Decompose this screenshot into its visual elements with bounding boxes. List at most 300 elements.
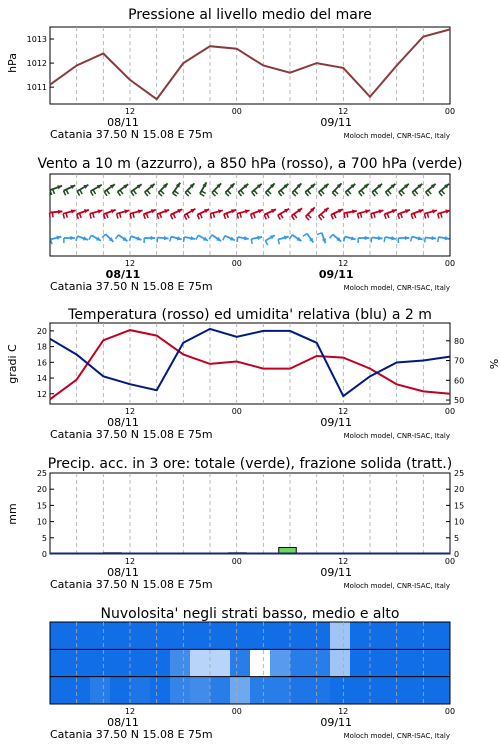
wind-arrow-850 [411, 209, 423, 219]
wind-arrow-10m [102, 234, 113, 242]
wind-arrow-barb [334, 190, 338, 194]
wind-arrow-barb [196, 235, 199, 239]
wind-arrow-10m [64, 236, 75, 243]
wind-arrow-10m [317, 233, 326, 243]
wind-arrow-barb [305, 192, 308, 196]
wind-arrow-barb [240, 213, 241, 218]
humidity-ytick-label: 50 [454, 396, 465, 406]
wind-arrow-barb [251, 214, 253, 219]
wind-arrow-barb [294, 214, 297, 218]
pressure-time-tick: 00 [444, 107, 456, 116]
wind-arrow-barb [306, 217, 310, 221]
precip-time-tick: 00 [231, 557, 242, 566]
clouds-time-tick: 12 [124, 707, 136, 716]
temp-credit: Moloch model, CNR-ISAC, Italy [343, 432, 450, 440]
wind-time-tick: 12 [338, 259, 349, 268]
wind-panel [37, 156, 462, 256]
wind-arrow-700 [212, 183, 221, 196]
wind-arrow-barb [319, 192, 322, 196]
pressure-time-tick: 00 [231, 107, 242, 116]
wind-arrow-850 [50, 210, 63, 218]
wind-arrow-barb [372, 192, 375, 196]
wind-arrow-barb [334, 213, 336, 218]
wind-arrow-barb [173, 193, 177, 196]
wind-arrow-700 [173, 183, 180, 197]
wind-arrow-barb [91, 191, 94, 195]
wind-arrow-barb [265, 241, 268, 245]
cloud-cell-medio [50, 649, 70, 677]
wind-location: Catania 37.50 N 15.08 E 75m [50, 280, 213, 293]
wind-arrow-barb [200, 194, 204, 197]
cloud-cell-alto [330, 622, 350, 650]
wind-arrow-700 [158, 183, 167, 196]
wind-arrow-barb [79, 213, 81, 218]
pressure-ytick-label: 1013 [26, 35, 47, 45]
wind-arrow-barb [424, 214, 425, 219]
temp-ytick-label: 20 [36, 326, 47, 336]
wind-arrow-barb [281, 190, 284, 194]
cloud-cell-alto [250, 622, 270, 650]
wind-arrow-head [392, 209, 397, 213]
wind-arrow-barb [214, 190, 218, 194]
wind-arrow-barb [348, 190, 351, 194]
clouds-time-tick: 00 [444, 707, 456, 716]
temp-frame [50, 323, 450, 404]
wind-arrow-head [431, 236, 436, 240]
wind-arrow-barb [187, 214, 190, 218]
wind-arrow-head [70, 236, 75, 240]
pressure-date-2: 09/11 [320, 116, 353, 129]
wind-arrow-10m [89, 235, 101, 241]
cloud-cell-medio [110, 649, 130, 677]
humidity-ytick-label: 80 [454, 336, 465, 346]
wind-arrow-barb [184, 215, 187, 219]
wind-arrow-10m [289, 235, 301, 241]
wind-arrow-850 [331, 209, 343, 219]
wind-arrow-850 [371, 209, 384, 218]
wind-arrow-barb [212, 193, 216, 197]
cloud-cell-alto [310, 622, 330, 650]
wind-arrow-barb [116, 235, 119, 239]
wind-arrow-barb [411, 237, 412, 242]
wind-arrow-head [231, 209, 236, 213]
wind-arrow-850 [357, 209, 370, 218]
cloud-cell-medio [370, 649, 390, 677]
pressure-location: Catania 37.50 N 15.08 E 75m [50, 128, 213, 141]
cloud-cell-medio [70, 649, 90, 677]
wind-arrow-barb [344, 213, 345, 218]
cloud-cell-alto [130, 622, 150, 650]
wind-arrow-barb [308, 214, 312, 218]
wind-arrow-barb [345, 192, 348, 196]
wind-time-tick: 12 [124, 259, 136, 268]
wind-arrow-barb [331, 215, 333, 220]
wind-arrow-barb [321, 190, 324, 194]
cloud-cell-basso [330, 677, 350, 705]
wind-arrow-barb [77, 191, 80, 195]
wind-arrow-barb [292, 193, 296, 197]
wind-arrow-barb [158, 193, 162, 197]
wind-arrow-barb [267, 213, 269, 218]
wind-arrow-700 [278, 184, 288, 196]
wind-frame [50, 174, 450, 256]
clouds-title: Nuvolosita' negli strati basso, medio e alto [100, 606, 400, 622]
temp-date-1: 08/11 [107, 416, 139, 429]
clouds-time-tick: 00 [231, 707, 242, 716]
wind-arrow-850 [103, 209, 115, 219]
wind-arrow-10m [411, 236, 423, 241]
wind-arrow-barb [414, 213, 416, 218]
cloud-cell-basso [110, 677, 130, 705]
wind-arrow-barb [332, 193, 336, 197]
wind-arrow-head [136, 236, 141, 240]
wind-arrow-700 [77, 185, 88, 196]
wind-arrow-850 [306, 207, 315, 220]
precip-ytick-label-right: 0 [454, 550, 460, 559]
wind-arrow-barb [415, 190, 418, 194]
precipitation-panel [6, 456, 464, 559]
cloud-cell-basso [230, 677, 250, 705]
wind-arrow-barb [102, 234, 106, 238]
cloud-cell-basso [250, 677, 270, 705]
wind-arrow-850 [171, 209, 183, 219]
precip-time-tick: 12 [338, 557, 349, 566]
wind-arrow-850 [344, 210, 357, 219]
wind-arrow-850 [63, 209, 76, 218]
wind-arrow-barb [76, 236, 78, 241]
temp-title: Temperatura (rosso) ed umidita' relativa (blu) a 2 m [68, 307, 432, 323]
wind-time-tick: 00 [231, 259, 242, 268]
wind-arrow-barb [292, 216, 295, 220]
temp-ytick-label: 14 [36, 374, 47, 384]
cloud-cell-basso [290, 677, 310, 705]
wind-arrow-head [405, 209, 410, 213]
wind-title: Vento a 10 m (azzurro), a 850 hPa (rosso), a 700 hPa (verde) [37, 156, 463, 172]
pressure-ylabel: hPa [6, 53, 19, 73]
wind-arrow-head [111, 209, 116, 213]
cloud-cell-medio [90, 649, 110, 677]
cloud-cell-alto [230, 622, 250, 650]
wind-arrow-barb [371, 214, 372, 219]
wind-arrow-700 [372, 184, 382, 196]
wind-arrow-700 [63, 185, 75, 195]
wind-arrow-850 [438, 209, 451, 218]
wind-arrow-barb [268, 190, 272, 194]
wind-arrow-barb [317, 233, 322, 235]
wind-arrow-700 [359, 184, 369, 196]
cloud-cell-alto [210, 622, 230, 650]
wind-arrow-head [83, 236, 88, 240]
precip-ytick-label: 25 [36, 469, 47, 478]
wind-arrow-10m [170, 236, 182, 241]
cloud-cell-medio [190, 649, 210, 677]
cloud-cell-basso [170, 677, 190, 705]
wind-arrow-850 [251, 209, 263, 219]
wind-arrow-barb [321, 214, 324, 218]
wind-arrow-barb [278, 239, 279, 244]
wind-arrow-barb [106, 213, 108, 218]
wind-arrow-barb [330, 234, 333, 238]
temp-ytick-label: 16 [36, 358, 47, 368]
wind-arrow-barb [308, 190, 311, 194]
wind-arrow-barb [387, 213, 389, 218]
clouds-credit: Moloch model, CNR-ISAC, Italy [343, 732, 450, 740]
wind-arrow-barb [252, 192, 255, 196]
wind-arrow-head [258, 209, 263, 213]
wind-arrow-head [378, 236, 383, 240]
wind-arrow-barb [319, 216, 322, 220]
precip-time-tick: 12 [124, 557, 136, 566]
umidita-line [50, 329, 450, 396]
wind-arrow-barb [107, 190, 110, 194]
wind-arrow-barb [357, 214, 358, 219]
temp-ylabel: gradi C [6, 344, 19, 384]
wind-arrow-850 [424, 209, 437, 218]
wind-arrow-barb [209, 235, 212, 239]
wind-arrow-850 [384, 209, 396, 219]
humidity-ytick-label: 70 [454, 356, 465, 366]
wind-arrow-10m [251, 236, 262, 244]
temp-date-2: 09/11 [320, 416, 353, 429]
cloud-cell-basso [130, 677, 150, 705]
wind-arrow-850 [90, 209, 103, 218]
wind-arrow-barb [241, 190, 244, 194]
cloud-cell-basso [90, 677, 110, 705]
cloud-cell-basso [410, 677, 430, 705]
cloud-cell-medio [210, 649, 230, 677]
wind-arrow-10m [358, 236, 369, 243]
wind-arrow-10m [371, 236, 382, 243]
wind-arrow-700 [292, 183, 301, 196]
wind-arrow-700 [439, 184, 449, 196]
wind-arrow-10m [157, 236, 168, 243]
wind-arrow-10m [116, 235, 128, 241]
wind-arrow-700 [118, 184, 129, 196]
wind-arrow-barb [399, 192, 402, 196]
wind-arrow-barb [160, 213, 162, 218]
wind-arrow-barb [144, 214, 146, 219]
wind-arrow-barb [89, 235, 92, 239]
precip-ytick-label: 10 [36, 517, 47, 527]
wind-arrow-barb [129, 236, 131, 241]
cloud-cell-medio [230, 649, 250, 677]
precip-ytick-label: 0 [41, 550, 47, 559]
temp-time-tick: 12 [124, 407, 136, 416]
wind-arrow-10m [438, 236, 450, 242]
wind-arrow-barb [63, 214, 64, 219]
wind-arrow-700 [131, 184, 142, 196]
wind-arrow-barb [131, 192, 134, 196]
temp-ytick-label: 18 [36, 342, 47, 352]
wind-arrow-700 [238, 184, 248, 196]
cloud-cell-alto [390, 622, 410, 650]
wind-arrow-10m [223, 236, 235, 241]
cloud-cell-basso [270, 677, 290, 705]
pressure-frame [50, 27, 450, 104]
pressure-time-tick: 12 [124, 107, 136, 116]
wind-arrow-barb [53, 189, 55, 194]
wind-arrow-barb [147, 190, 150, 194]
wind-arrow-barb [412, 192, 415, 196]
wind-arrow-barb [401, 213, 403, 218]
precip-ytick-label: 15 [36, 501, 47, 511]
clouds-date-2: 09/11 [320, 716, 353, 729]
wind-arrow-850 [237, 209, 250, 218]
wind-arrow-850 [264, 209, 276, 219]
cloud-cell-medio [350, 649, 370, 677]
temperature-humidity-panel [6, 307, 500, 405]
wind-arrow-10m [398, 236, 409, 243]
precip-ytick-label: 5 [41, 533, 47, 543]
cloud-cell-alto [350, 622, 370, 650]
cloud-cell-basso [370, 677, 390, 705]
wind-arrow-700 [426, 184, 436, 196]
wind-arrow-700 [412, 184, 422, 196]
cloud-cell-medio [150, 649, 170, 677]
wind-arrow-barb [278, 215, 281, 219]
cloud-cell-basso [430, 677, 450, 705]
wind-arrow-head [58, 210, 63, 214]
wind-arrow-barb [374, 190, 377, 194]
wind-arrow-barb [384, 237, 385, 242]
precip-frame [50, 473, 450, 554]
wind-arrow-barb [213, 213, 214, 218]
cloud-cell-alto [90, 622, 110, 650]
wind-arrow-700 [185, 183, 194, 196]
precip-ytick-label-right: 20 [454, 485, 465, 495]
cloud-cell-medio [170, 649, 190, 677]
wind-arrow-barb [253, 213, 255, 218]
precip-time-tick: 00 [444, 557, 456, 566]
wind-arrow-850 [117, 209, 130, 218]
cloud-cell-basso [190, 677, 210, 705]
wind-arrow-700 [145, 184, 155, 196]
wind-arrow-10m [344, 236, 356, 241]
wind-arrow-10m [184, 236, 196, 242]
wind-arrow-barb [210, 214, 211, 219]
wind-arrow-barb [66, 213, 67, 218]
precip-credit: Moloch model, CNR-ISAC, Italy [343, 582, 450, 590]
wind-arrow-barb [384, 214, 386, 219]
precip-title: Precip. acc. in 3 ore: totale (verde), frazione solida (tratt.) [47, 456, 453, 472]
wind-arrow-10m [209, 235, 221, 241]
wind-arrow-barb [157, 214, 159, 219]
wind-arrow-barb [398, 214, 400, 219]
wind-arrow-barb [104, 192, 107, 196]
wind-arrow-barb [120, 190, 123, 194]
cloud-cell-medio [270, 649, 290, 677]
wind-arrow-10m [129, 236, 141, 241]
wind-arrow-barb [80, 190, 83, 194]
clouds-date-1: 08/11 [107, 716, 139, 729]
wind-arrow-barb [238, 192, 241, 196]
pressure-line [50, 29, 450, 99]
wind-arrow-700 [225, 183, 234, 196]
cloud-cell-basso [70, 677, 90, 705]
wind-arrow-850 [197, 209, 209, 219]
wind-arrow-barb [289, 235, 292, 239]
wind-arrow-700 [104, 184, 115, 196]
wind-date-1: 08/11 [105, 268, 141, 281]
temp-time-tick: 00 [444, 407, 456, 416]
wind-arrow-head [151, 209, 156, 213]
wind-arrow-700 [252, 184, 262, 196]
wind-arrow-barb [280, 214, 283, 218]
cloud-cell-basso [150, 677, 170, 705]
wind-arrow-barb [161, 190, 165, 194]
wind-arrow-barb [200, 213, 202, 218]
wind-arrow-barb [227, 190, 231, 194]
wind-arrow-barb [225, 193, 229, 197]
wind-arrow-barb [227, 213, 229, 218]
wind-arrow-barb [361, 190, 364, 194]
wind-arrow-head [151, 236, 156, 240]
wind-arrow-850 [210, 209, 223, 218]
precip-ytick-label-right: 10 [454, 517, 465, 527]
temp-ytick-label: 12 [36, 389, 47, 399]
wind-arrow-700 [319, 184, 329, 196]
temp-time-tick: 12 [338, 407, 349, 416]
wind-arrow-700 [332, 183, 341, 196]
wind-arrow-barb [347, 213, 348, 218]
cloud-cell-alto [70, 622, 90, 650]
cloud-cell-medio [310, 649, 330, 677]
wind-arrow-10m [265, 235, 275, 245]
wind-arrow-barb [411, 214, 413, 219]
cloud-cell-medio [410, 649, 430, 677]
wind-arrow-barb [224, 214, 226, 219]
wind-arrow-10m [384, 236, 396, 242]
cloud-cell-alto [370, 622, 390, 650]
wind-arrow-barb [388, 190, 391, 194]
wind-arrow-850 [184, 209, 195, 220]
wind-arrow-barb [251, 239, 252, 244]
wind-arrow-barb [427, 213, 428, 218]
wind-arrow-850 [398, 209, 410, 219]
precip-ytick-label: 20 [36, 485, 47, 495]
cloud-cell-medio [330, 649, 350, 677]
cloud-cell-alto [150, 622, 170, 650]
wind-credit: Moloch model, CNR-ISAC, Italy [343, 284, 450, 292]
wind-arrow-10m [425, 236, 436, 243]
wind-arrow-barb [201, 191, 205, 194]
wind-arrow-barb [223, 236, 225, 241]
wind-arrow-barb [93, 213, 94, 218]
wind-arrow-10m [278, 236, 289, 245]
wind-arrow-barb [117, 214, 118, 219]
wind-arrow-barb [428, 190, 431, 194]
cloud-cell-alto [290, 622, 310, 650]
wind-arrow-700 [265, 183, 274, 196]
temperatura-line [50, 330, 450, 399]
wind-arrow-barb [439, 192, 442, 196]
temp-location: Catania 37.50 N 15.08 E 75m [50, 428, 213, 441]
wind-arrow-barb [118, 192, 121, 196]
wind-arrow-850 [77, 209, 89, 219]
wind-arrow-700 [386, 184, 396, 196]
cloud-cell-medio [390, 649, 410, 677]
wind-arrow-barb [438, 237, 439, 242]
wind-arrow-barb [294, 190, 298, 194]
cloud-cell-alto [170, 622, 190, 650]
wind-arrow-barb [145, 192, 148, 196]
cloud-cell-medio [430, 649, 450, 677]
wind-arrow-10m [330, 234, 342, 241]
wind-arrow-barb [264, 215, 266, 220]
cloud-cell-alto [190, 622, 210, 650]
precip-date-1: 08/11 [107, 566, 139, 579]
wind-arrow-barb [344, 237, 345, 242]
